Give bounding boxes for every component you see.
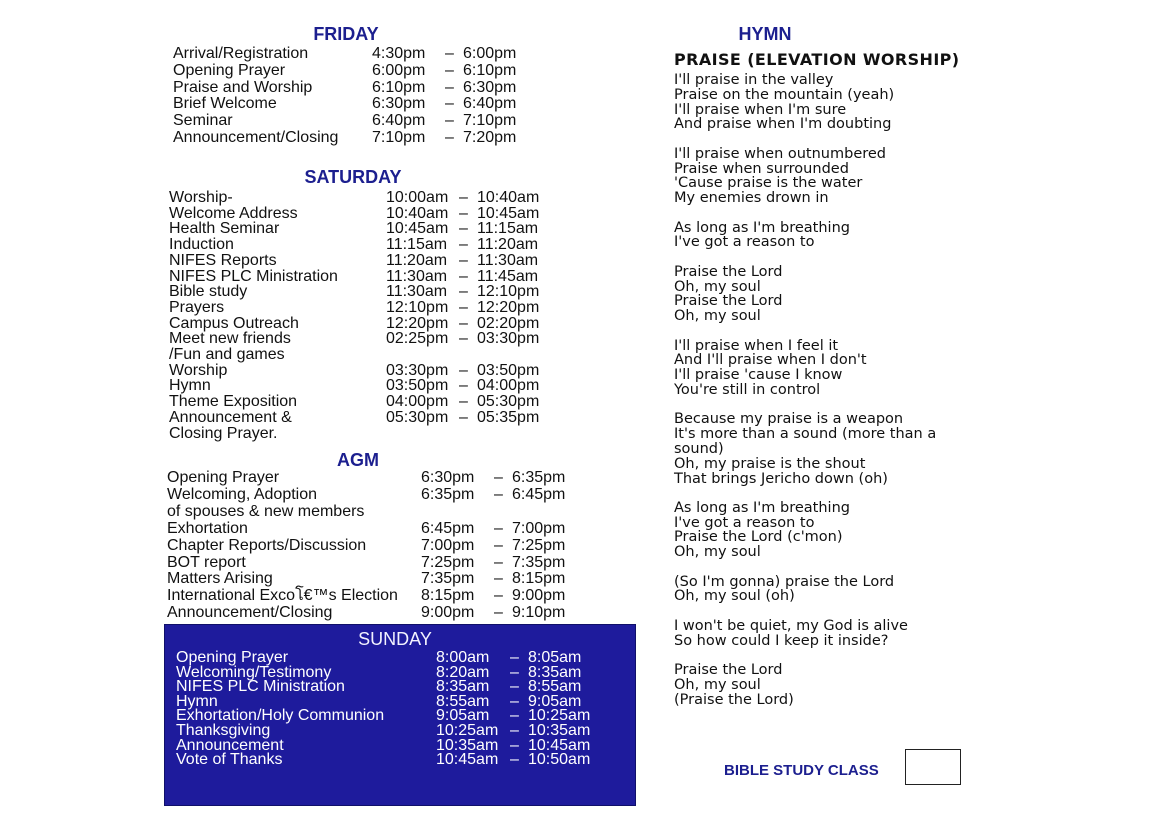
schedule-row	[167, 536, 566, 555]
stanza	[674, 73, 994, 132]
time-separator: –	[445, 128, 454, 146]
schedule-row	[173, 45, 517, 63]
time-separator: –	[445, 95, 454, 113]
lyric-line: You're still in control	[674, 381, 821, 398]
time-separator: –	[494, 469, 503, 486]
end-time: 6:30pm	[463, 78, 517, 96]
lyric-line: Praise on the mountain (yeah)	[674, 86, 895, 103]
activity-label: /Fun and games	[169, 346, 285, 364]
activity-label: Vote of Thanks	[176, 751, 283, 769]
schedule-row	[169, 189, 540, 206]
start-time: 6:30pm	[372, 95, 426, 113]
activity-label: Welcome Address	[169, 204, 298, 222]
lyric-line: (So I'm gonna) praise the Lord	[674, 573, 895, 590]
time-separator: –	[459, 283, 468, 301]
time-separator: –	[459, 251, 468, 269]
activity-label: Opening Prayer	[176, 649, 289, 666]
stanza	[674, 265, 994, 324]
activity-label: Health Seminar	[169, 220, 280, 238]
lyric-line: It's more than a sound (more than a	[674, 426, 937, 443]
start-time: 10:00am	[386, 189, 449, 206]
schedule-row	[169, 251, 539, 269]
schedule-row	[169, 330, 540, 348]
time-separator: –	[459, 189, 468, 206]
time-separator: –	[494, 604, 503, 622]
start-time: 03:30pm	[386, 361, 449, 379]
stanza	[674, 663, 994, 707]
time-separator: –	[510, 751, 519, 769]
sunday-schedule	[176, 649, 591, 769]
time-separator: –	[510, 678, 519, 696]
lyric-line: 'Cause praise is the water	[674, 175, 863, 192]
schedule-row	[167, 587, 566, 605]
lyric-line: Praise the Lord	[674, 263, 783, 280]
start-time: 4:30pm	[372, 45, 426, 62]
activity-label: Exhortation/Holy Communion	[176, 707, 385, 725]
end-time: 9:05am	[528, 692, 582, 710]
schedule-row	[169, 314, 540, 332]
schedule-row	[167, 553, 566, 572]
activity-label: Prayers	[169, 298, 225, 316]
lyric-line: My enemies drown in	[674, 190, 829, 207]
time-separator: –	[510, 692, 519, 710]
end-time: 6:35pm	[512, 469, 566, 486]
start-time: 6:45pm	[421, 519, 475, 537]
lyric-line: I'll praise in the valley	[674, 72, 834, 88]
activity-label: Worship-	[169, 189, 233, 206]
end-time: 11:20am	[477, 236, 539, 254]
lyric-line: Praise when surrounded	[674, 160, 849, 177]
schedule-row	[167, 485, 566, 504]
stanza	[674, 147, 994, 206]
lyric-line: I'll praise when I feel it	[674, 337, 839, 354]
time-separator: –	[445, 78, 454, 96]
start-time: 12:10pm	[386, 298, 449, 316]
lyric-line: As long as I'm breathing	[674, 219, 850, 236]
start-time: 10:25am	[436, 721, 499, 739]
schedule-row	[167, 504, 398, 521]
activity-label: NIFES PLC Ministration	[176, 678, 345, 696]
sunday-panel	[164, 624, 636, 806]
time-separator: –	[459, 236, 468, 254]
stanza	[674, 221, 994, 251]
end-time: 7:20pm	[463, 128, 517, 146]
end-time: 10:40am	[477, 189, 540, 206]
schedule-row	[169, 426, 338, 442]
lyric-line: Praise the Lord	[674, 293, 783, 310]
activity-label: Exhortation	[167, 519, 248, 537]
end-time: 7:25pm	[512, 536, 566, 554]
end-time: 6:40pm	[463, 95, 517, 113]
end-time: 7:00pm	[512, 519, 566, 537]
activity-label: Praise and Worship	[173, 78, 313, 96]
activity-label: Induction	[169, 236, 234, 254]
time-separator: –	[459, 314, 468, 332]
start-time: 7:25pm	[421, 553, 475, 571]
lyric-line: Oh, my soul	[674, 308, 761, 325]
schedule-row	[169, 298, 540, 316]
start-time: 11:20am	[386, 251, 448, 269]
end-time: 11:45am	[477, 267, 539, 285]
start-time: 6:00pm	[372, 61, 426, 79]
start-time: 8:00am	[436, 649, 490, 666]
lyric-line: (Praise the Lord)	[674, 691, 794, 708]
lyric-line: Oh, my soul	[674, 544, 761, 561]
end-time: 03:50pm	[477, 361, 540, 379]
activity-label: Closing Prayer.	[169, 424, 278, 442]
schedule-row	[169, 377, 540, 395]
saturday-schedule	[169, 189, 540, 442]
start-time: 6:10pm	[372, 78, 426, 96]
start-time: 11:15am	[386, 236, 448, 254]
schedule-row	[167, 570, 566, 588]
stanza	[674, 339, 994, 398]
activity-label: Arrival/Registration	[173, 45, 309, 62]
activity-label: Bible study	[169, 283, 248, 301]
start-time: 6:30pm	[421, 469, 475, 486]
activity-label: Announcement/Closing	[173, 128, 339, 146]
time-separator: –	[445, 61, 454, 79]
end-time: 8:05am	[528, 649, 582, 666]
lyric-line: And praise when I'm doubting	[674, 116, 892, 133]
lyric-line: That brings Jericho down (oh)	[674, 470, 888, 487]
time-separator: –	[459, 220, 468, 238]
time-separator: –	[510, 721, 519, 739]
start-time: 7:10pm	[372, 128, 426, 146]
end-time: 11:15am	[477, 220, 539, 238]
activity-label: Seminar	[173, 112, 233, 130]
schedule-row	[173, 112, 517, 130]
activity-label: International Excoโ€™s Election	[167, 587, 398, 605]
song-title: PRAISE (ELEVATION WORSHIP)	[674, 50, 960, 69]
stanza	[674, 501, 994, 560]
start-time: 05:30pm	[386, 408, 449, 426]
activity-label: Thanksgiving	[176, 721, 271, 739]
activity-label: Welcoming/Testimony	[176, 663, 332, 681]
start-time: 10:45am	[386, 220, 449, 238]
schedule-row	[167, 469, 566, 487]
lyric-line: Praise the Lord (c'mon)	[674, 529, 843, 546]
time-separator: –	[494, 485, 503, 503]
time-separator: –	[459, 330, 468, 348]
time-separator: –	[459, 298, 468, 316]
schedule-row	[169, 283, 540, 301]
activity-label: Worship	[169, 361, 228, 379]
start-time: 11:30am	[386, 267, 448, 285]
lyric-line: I'll praise when outnumbered	[674, 145, 887, 162]
start-time: 9:05am	[436, 707, 490, 725]
time-separator: –	[510, 707, 519, 725]
schedule-row	[173, 95, 517, 113]
sunday-heading: SUNDAY	[358, 629, 432, 649]
start-time: 7:00pm	[421, 536, 475, 554]
lyric-line: I'll praise when I'm sure	[674, 101, 847, 118]
activity-label: NIFES PLC Ministration	[169, 267, 338, 285]
end-time: 03:30pm	[477, 330, 540, 348]
end-time: 10:45am	[528, 736, 591, 754]
schedule-row	[169, 220, 539, 238]
end-time: 11:30am	[477, 251, 539, 269]
start-time: 03:50pm	[386, 377, 449, 395]
friday-heading: FRIDAY	[313, 24, 379, 44]
lyric-line: Oh, my soul	[674, 676, 761, 693]
time-separator: –	[494, 536, 503, 554]
start-time: 11:30am	[386, 283, 448, 301]
start-time: 04:00pm	[386, 393, 449, 411]
end-time: 10:50am	[528, 751, 591, 769]
start-time: 9:00pm	[421, 604, 475, 622]
end-time: 04:00pm	[477, 377, 540, 395]
lyric-line: So how could I keep it inside?	[674, 632, 889, 649]
bible-study-label: BIBLE STUDY CLASS	[724, 762, 879, 779]
agm-schedule	[167, 469, 566, 622]
lyric-line: Praise the Lord	[674, 662, 783, 679]
activity-label: Chapter Reports/Discussion	[167, 536, 367, 554]
schedule-row	[173, 128, 517, 147]
lyric-line: As long as I'm breathing	[674, 499, 850, 516]
start-time: 8:20am	[436, 663, 490, 681]
schedule-row	[173, 78, 517, 97]
activity-label: Welcoming, Adoption	[167, 485, 318, 503]
lyric-line: I've got a reason to	[674, 514, 815, 531]
activity-label: Matters Arising	[167, 570, 273, 588]
end-time: 7:35pm	[512, 553, 566, 571]
lyric-line: sound)	[674, 440, 724, 457]
stanza	[674, 619, 994, 649]
schedule-row	[169, 267, 539, 285]
lyric-line: Oh, my soul	[674, 278, 761, 295]
activity-label: Opening Prayer	[173, 61, 286, 79]
end-time: 6:10pm	[463, 61, 517, 79]
lyric-line: Because my praise is a weapon	[674, 411, 904, 428]
activity-label: Campus Outreach	[169, 314, 299, 332]
start-time: 8:15pm	[421, 587, 475, 605]
time-separator: –	[494, 519, 503, 537]
friday-schedule	[173, 45, 517, 147]
end-time: 8:55am	[528, 678, 582, 696]
time-separator: –	[459, 377, 468, 395]
end-time: 6:45pm	[512, 485, 566, 503]
time-separator: –	[459, 393, 468, 411]
agm-heading: AGM	[337, 450, 379, 470]
start-time: 10:40am	[386, 204, 449, 222]
schedule-row	[169, 347, 338, 363]
lyric-line: And I'll praise when I don't	[674, 352, 867, 369]
hymn-heading: HYMN	[738, 24, 792, 44]
time-separator: –	[459, 267, 468, 285]
end-time: 9:10pm	[512, 604, 566, 622]
schedule-row	[167, 519, 566, 538]
time-separator: –	[510, 736, 519, 754]
lyric-line: I've got a reason to	[674, 234, 815, 251]
end-time: 02:20pm	[477, 314, 540, 332]
start-time: 6:40pm	[372, 112, 426, 130]
lyric-line: Oh, my soul (oh)	[674, 588, 795, 605]
end-time: 05:30pm	[477, 393, 540, 411]
schedule-row	[173, 61, 517, 80]
time-separator: –	[459, 204, 468, 222]
end-time: 8:35am	[528, 663, 582, 681]
time-separator: –	[445, 112, 454, 130]
schedule-row	[176, 751, 591, 769]
start-time: 12:20pm	[386, 314, 449, 332]
bible-study-checkbox[interactable]	[905, 749, 961, 785]
hymn-lyrics	[674, 73, 994, 722]
end-time: 7:10pm	[463, 112, 517, 130]
time-separator: –	[510, 649, 519, 666]
activity-label: Brief Welcome	[173, 95, 277, 113]
lyric-line: I'll praise 'cause I know	[674, 367, 843, 384]
activity-label: Meet new friends	[169, 330, 291, 348]
schedule-row	[169, 393, 540, 411]
end-time: 12:10pm	[477, 283, 540, 301]
end-time: 10:25am	[528, 707, 591, 725]
activity-label: Theme Exposition	[169, 393, 298, 411]
schedule-row	[169, 361, 540, 379]
end-time: 6:00pm	[463, 45, 517, 62]
end-time: 10:35am	[528, 721, 591, 739]
start-time: 10:35am	[436, 736, 499, 754]
start-time: 10:45am	[436, 751, 499, 769]
time-separator: –	[459, 408, 468, 426]
activity-label: Announcement &	[169, 408, 292, 426]
activity-label: Hymn	[169, 377, 211, 395]
schedule-row	[169, 204, 540, 222]
end-time: 9:00pm	[512, 587, 566, 605]
start-time: 8:55am	[436, 692, 490, 710]
end-time: 10:45am	[477, 204, 540, 222]
time-separator: –	[445, 45, 454, 62]
lyric-line: I won't be quiet, my God is alive	[674, 617, 908, 634]
schedule-row	[169, 408, 540, 426]
time-separator: –	[510, 663, 519, 681]
start-time: 7:35pm	[421, 570, 475, 588]
schedule-row	[169, 236, 539, 254]
activity-label: Announcement/Closing	[167, 604, 333, 622]
activity-label: NIFES Reports	[169, 251, 277, 269]
schedule-row	[167, 604, 566, 622]
saturday-heading: SATURDAY	[304, 167, 402, 187]
start-time: 6:35pm	[421, 485, 475, 503]
activity-label: of spouses & new members	[167, 502, 365, 520]
activity-label: Announcement	[176, 736, 284, 754]
time-separator: –	[494, 570, 503, 588]
time-separator: –	[494, 587, 503, 605]
activity-label: Hymn	[176, 692, 218, 710]
end-time: 05:35pm	[477, 408, 540, 426]
activity-label: BOT report	[167, 553, 246, 571]
time-separator: –	[459, 361, 468, 379]
activity-label: Opening Prayer	[167, 469, 280, 486]
end-time: 8:15pm	[512, 570, 566, 588]
end-time: 12:20pm	[477, 298, 540, 316]
start-time: 8:35am	[436, 678, 490, 696]
stanza	[674, 412, 994, 486]
start-time: 02:25pm	[386, 330, 449, 348]
lyric-line: Oh, my praise is the shout	[674, 455, 866, 472]
time-separator: –	[494, 553, 503, 571]
stanza	[674, 575, 994, 605]
